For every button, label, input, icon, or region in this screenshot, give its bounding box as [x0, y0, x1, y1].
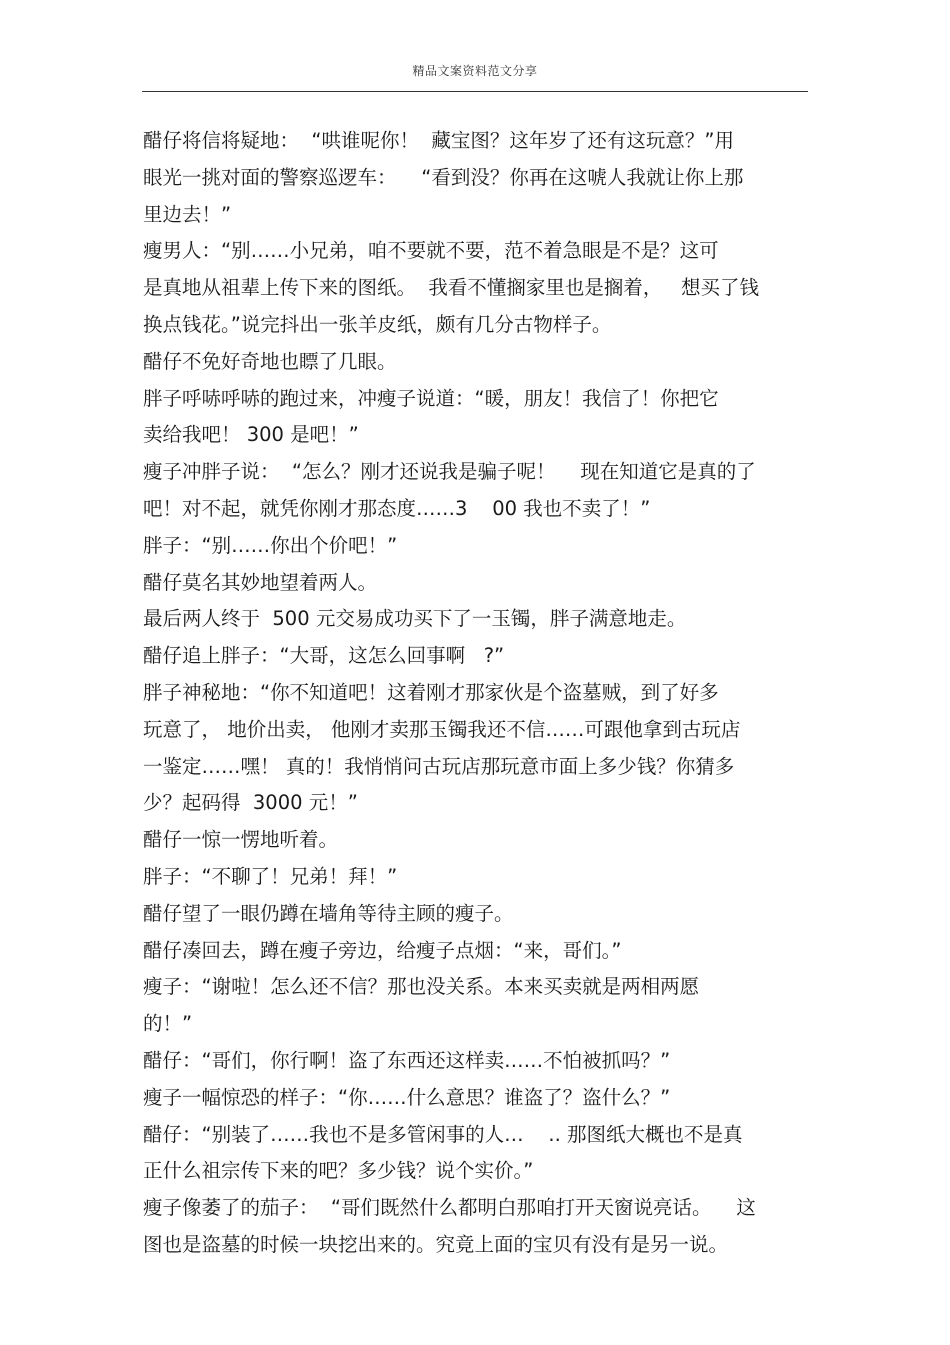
text-line: 瘦子像萎了的茄子： “哥们既然什么都明白那咱打开天窗说亮话。 这: [143, 1196, 756, 1220]
text-line: 醋仔不免好奇地也瞟了几眼。: [143, 349, 397, 373]
header-divider: [142, 91, 808, 92]
text-line: 少？起码得 3000 元！”: [143, 791, 358, 815]
text-line: 瘦男人：“别……小兄弟，咱不要就不要，范不着急眼是不是？这可: [143, 239, 719, 263]
text-line: 瘦子一幅惊恐的样子：“你……什么意思？谁盗了？盗什么？”: [143, 1085, 671, 1109]
text-line: 玩意了， 地价出卖， 他刚才卖那玉镯我还不信……可跟他拿到古玩店: [143, 717, 741, 741]
text-line: 胖子：“不聊了！兄弟！拜！”: [143, 864, 398, 888]
text-line: 醋仔莫名其妙地望着两人。: [143, 570, 378, 594]
text-line: 里边去！”: [143, 202, 232, 226]
text-line: 醋仔将信将疑地： “哄谁呢你！ 藏宝图？这年岁了还有这玩意？”用: [143, 129, 734, 152]
text-line: 醋仔凑回去，蹲在瘦子旁边，给瘦子点烟：“来，哥们。”: [143, 938, 622, 962]
text-line: 吧！对不起，就凭你刚才那态度……3 00 我也不卖了！”: [143, 496, 651, 520]
text-line: 醋仔：“别装了……我也不是多管闲事的人… .. 那图纸大概也不是真: [143, 1122, 743, 1146]
text-line: 一鉴定……嘿！ 真的！我悄悄问古玩店那玩意市面上多少钱？你猜多: [143, 754, 735, 778]
text-line: 眼光一挑对面的警察巡逻车： “看到没？你再在这唬人我就让你上那: [143, 165, 744, 189]
text-line: 换点钱花。”说完抖出一张羊皮纸，颇有几分古物样子。: [143, 312, 612, 336]
text-line: 是真地从祖辈上传下来的图纸。 我看不懂搁家里也是搁着， 想买了钱: [143, 276, 759, 300]
text-line: 最后两人终于 500 元交易成功买下了一玉镯，胖子满意地走。: [143, 607, 687, 631]
text-line: 卖给我吧！ 300 是吧！”: [143, 423, 359, 447]
text-line: 胖子神秘地：“你不知道吧！这着刚才那家伙是个盗墓贼，到了好多: [143, 680, 719, 704]
text-line: 瘦子冲胖子说： “怎么？刚才还说我是骗子呢！ 现在知道它是真的了: [143, 460, 756, 484]
text-line: 的！”: [143, 1012, 193, 1036]
text-line: 醋仔一惊一愣地听着。: [143, 828, 339, 852]
text-line: 胖子呼哧呼哧的跑过来，冲瘦子说道：“暖，朋友！我信了！你把它: [143, 386, 719, 410]
page-header: 精品文案资料范文分享: [412, 64, 538, 78]
text-line: 图也是盗墓的时候一块挖出来的。究竟上面的宝贝有没有是另一说。: [143, 1232, 729, 1256]
text-line: 胖子：“别……你出个价吧！”: [143, 533, 398, 557]
text-line: 瘦子：“谢啦！怎么还不信？那也没关系。本来买卖就是两相两愿: [143, 975, 700, 999]
text-line: 醋仔望了一眼仍蹲在墙角等待主顾的瘦子。: [143, 901, 514, 925]
text-line: 正什么祖宗传下来的吧？多少钱？说个实价。”: [143, 1159, 534, 1183]
text-line: 醋仔：“哥们，你行啊！盗了东西还这样卖……不怕被抓吗？”: [143, 1048, 671, 1072]
document-body: [143, 123, 813, 1264]
text-line: 醋仔追上胖子：“大哥，这怎么回事啊 ?”: [143, 644, 505, 668]
